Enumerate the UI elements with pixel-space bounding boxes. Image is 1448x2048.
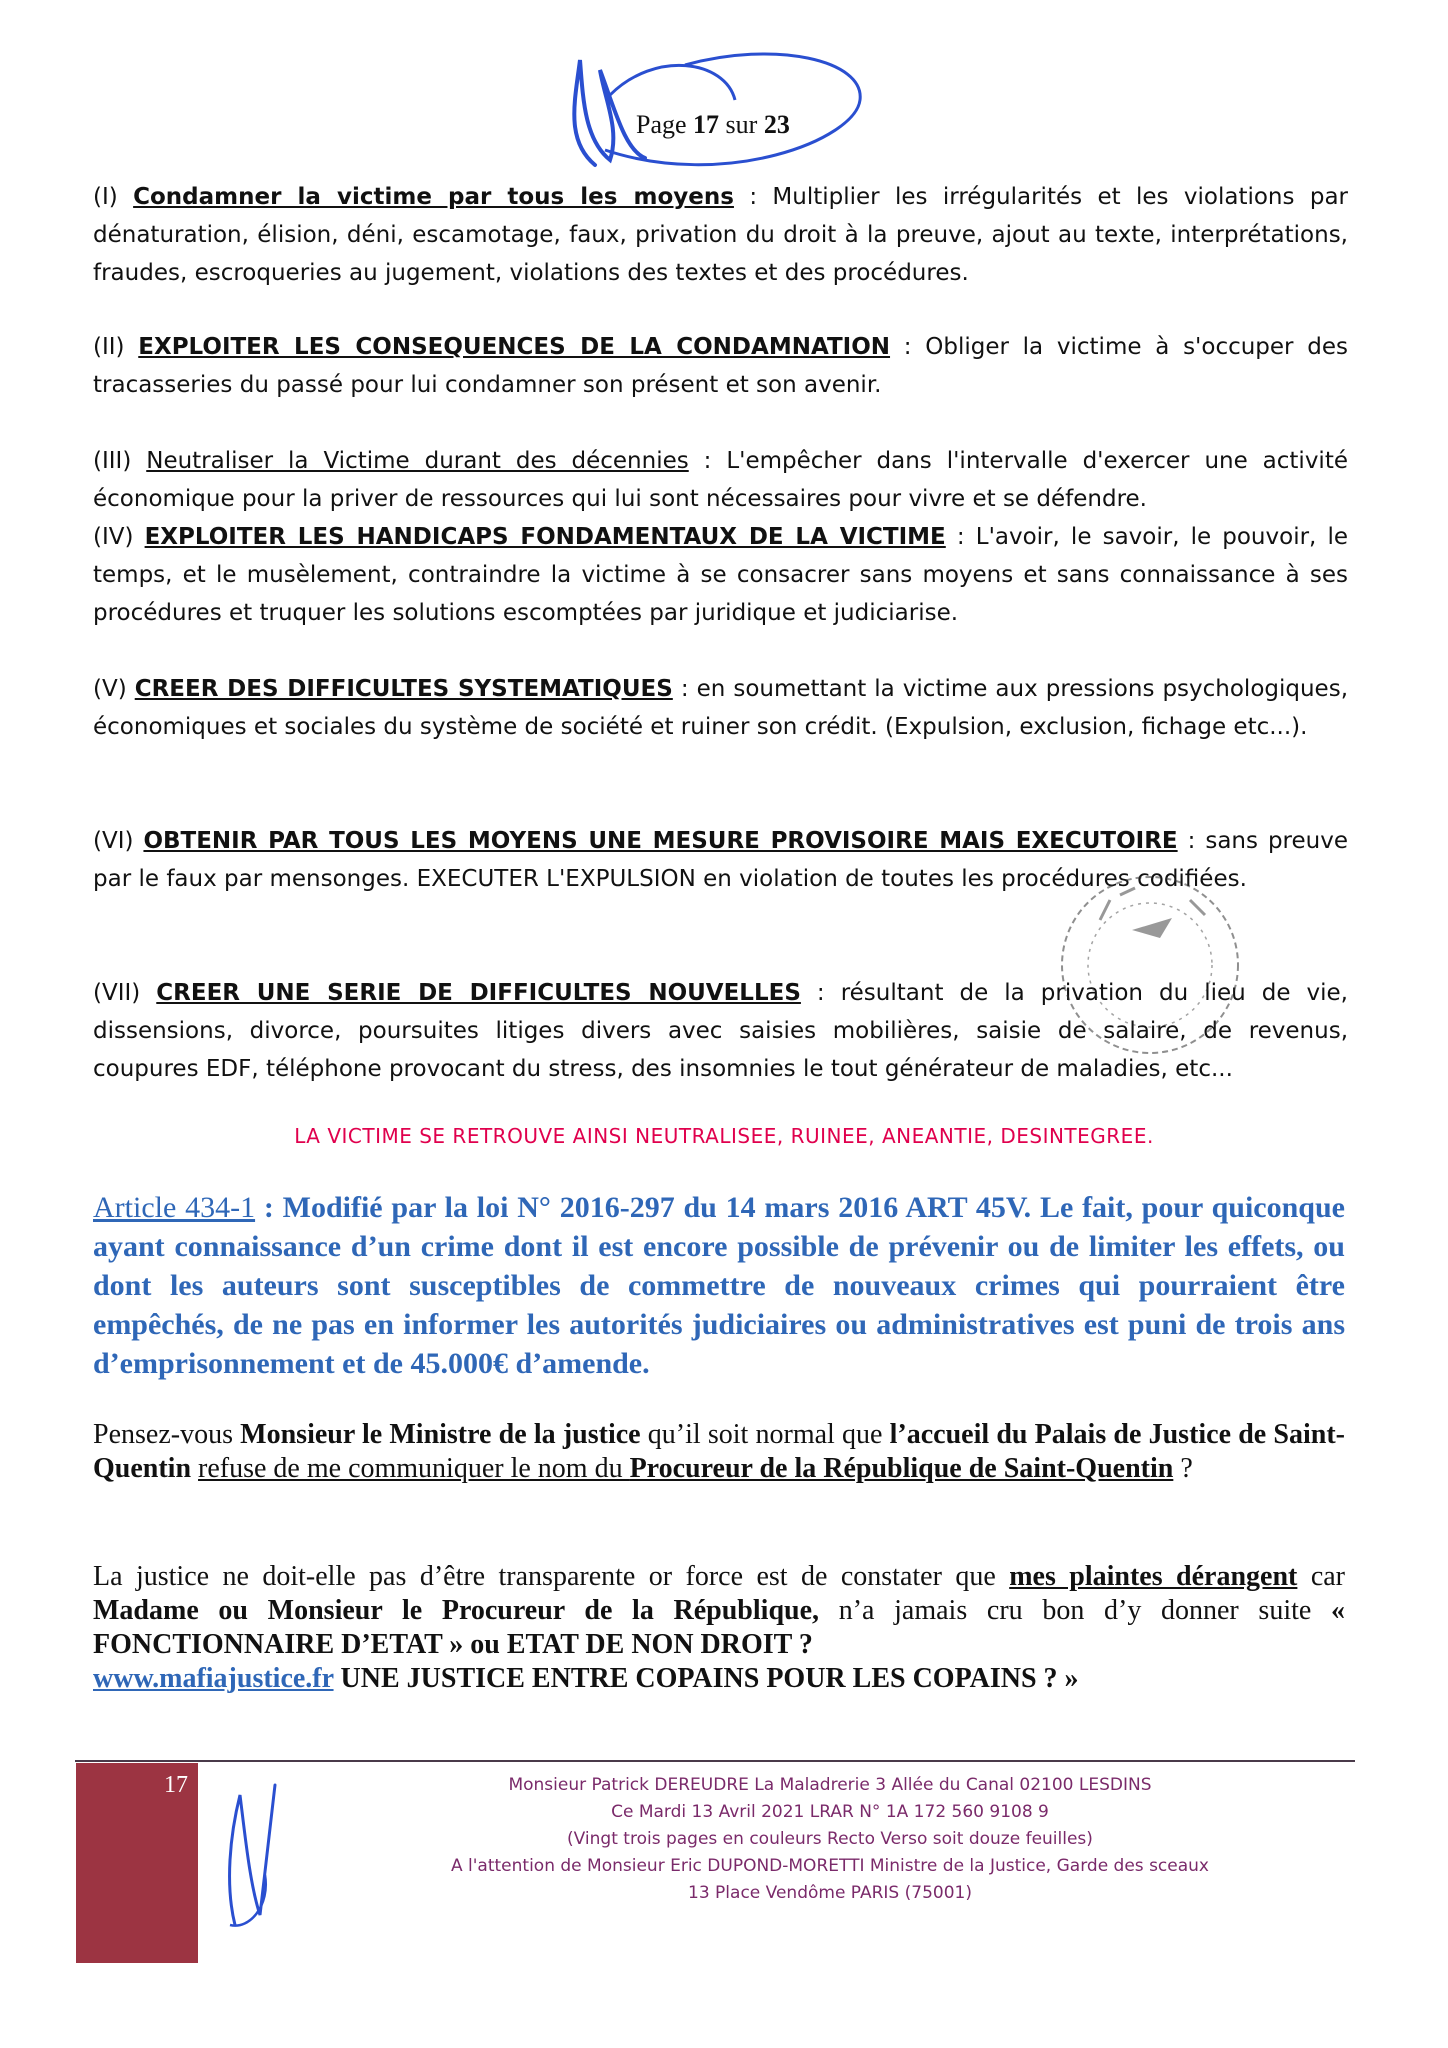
footer-page-number: 17: [164, 1772, 188, 1798]
page-number-header: Page 17 sur 23: [636, 110, 790, 139]
conclusion-line: LA VICTIME SE RETROUVE AINSI NEUTRALISEE, RUINEE, ANEANTIE, DESINTEGREE.: [294, 1124, 1154, 1148]
section-v: (V) CREER DES DIFFICULTES SYSTEMATIQUES : en soumettant la victime aux pressions psychologiques, économiques et sociales du système de société et ruiner son crédit. (Expulsion, exclusion, fichage etc...).: [93, 676, 1349, 740]
footer-line-sender: Monsieur Patrick DEREUDRE La Maladrerie 3 Allée du Canal 02100 LESDINS: [508, 1775, 1152, 1795]
footer-line-pages: (Vingt trois pages en couleurs Recto Verso soit douze feuilles): [567, 1829, 1093, 1849]
footer-line-date: Ce Mardi 13 Avril 2021 LRAR N° 1A 172 560 9108 9: [611, 1802, 1049, 1822]
footer-divider: [75, 1760, 1355, 1762]
footer-address-block: [330, 1772, 1330, 1907]
section-iii: (III) Neutraliser la Victime durant des décennies : L'empêcher dans l'intervalle d'exercer une activité économique pour la priver de ressources qui lui sont nécessaires pour vivre et se défendre.: [93, 448, 1348, 512]
footer-line-address: 13 Place Vendôme PARIS (75001): [688, 1883, 972, 1903]
section-vi-heading: OBTENIR PAR TOUS LES MOYENS UNE MESURE PROVISOIRE MAIS EXECUTOIRE: [143, 828, 1178, 854]
question-paragraph-2: La justice ne doit-elle pas d’être transparente or force est de constater que mes plaintes dérangent car Madame ou Monsieur le Procureur de la République, n’a jamais cru bon d’y donner suite « FONCTIONNAIRE D’ETAT » ou ETAT DE NON DROIT ? www.mafiajustice.fr UNE JUSTICE ENTRE COPAINS POUR LES COPAINS ? »: [93, 1561, 1345, 1694]
section-ii-heading: EXPLOITER LES CONSEQUENCES DE LA CONDAMNATION: [138, 334, 891, 360]
section-iv-heading: EXPLOITER LES HANDICAPS FONDAMENTAUX DE LA VICTIME: [144, 524, 946, 550]
section-vii-heading: CREER UNE SERIE DE DIFFICULTES NOUVELLES: [156, 980, 801, 1006]
mafiajustice-link[interactable]: www.mafiajustice.fr: [93, 1663, 334, 1694]
section-vii: (VII) CREER UNE SERIE DE DIFFICULTES NOUVELLES : résultant de la privation du lieu de vie, dissensions, divorce, poursuites litiges divers avec saisies mobilières, saisie de salaire, de revenus, coupures EDF, téléphone provocant du stress, des insomnies le tout générateur de maladies, etc...: [93, 980, 1348, 1082]
section-ii: (II) EXPLOITER LES CONSEQUENCES DE LA CONDAMNATION : Obliger la victime à s'occuper des tracasseries du passé pour lui condamner son présent et son avenir.: [93, 334, 1348, 398]
footer-line-recipient: A l'attention de Monsieur Eric DUPOND-MORETTI Ministre de la Justice, Garde des sceaux: [451, 1856, 1209, 1876]
section-i: (I) Condamner la victime par tous les moyens : Multiplier les irrégularités et les violations par dénaturation, élision, déni, escamotage, faux, privation du droit à la preuve, ajout au texte, interprétations, fraudes, escroqueries au jugement, violations des textes et des procédures.: [93, 184, 1349, 286]
postal-stamp: [1040, 860, 1260, 1070]
section-iii-heading: Neutraliser la Victime durant des décennies: [146, 448, 689, 474]
question-paragraph-1: Pensez-vous Monsieur le Ministre de la justice qu’il soit normal que l’accueil du Palais de Justice de Saint-Quentin refuse de me communiquer le nom du Procureur de la République de Saint-Quentin ?: [93, 1419, 1345, 1484]
article-434-1: Article 434-1 : Modifié par la loi N° 2016-297 du 14 mars 2016 ART 45V. Le fait, pour quiconque ayant connaissance d’un crime dont il est encore possible de prévenir ou de limiter les effets, ou dont les auteurs sont susceptibles de commettre de nouveaux crimes qui pourraient être empêchés, de ne pas en informer les autorités judiciaires ou administratives est puni de trois ans d’emprisonnement et de 45.000€ d’amende.: [93, 1191, 1345, 1380]
section-vi: (VI) OBTENIR PAR TOUS LES MOYENS UNE MESURE PROVISOIRE MAIS EXECUTOIRE : sans preuve par le faux par mensonges. EXECUTER L'EXPULSION en violation de toutes les procédures codifiées.: [93, 828, 1348, 892]
section-i-heading: Condamner la victime par tous les moyens: [133, 184, 734, 210]
handwritten-signature-bottom: [215, 1775, 285, 1935]
article-reference: Article 434-1: [93, 1191, 256, 1224]
section-v-heading: CREER DES DIFFICULTES SYSTEMATIQUES: [134, 676, 673, 702]
section-iv: (IV) EXPLOITER LES HANDICAPS FONDAMENTAUX DE LA VICTIME : L'avoir, le savoir, le pouvoir, le temps, et le musèlement, contraindre la victime à se consacrer sans moyens et sans connaissance à ses procédures et truquer les solutions escomptées par juridique et judiciarise.: [93, 524, 1349, 626]
